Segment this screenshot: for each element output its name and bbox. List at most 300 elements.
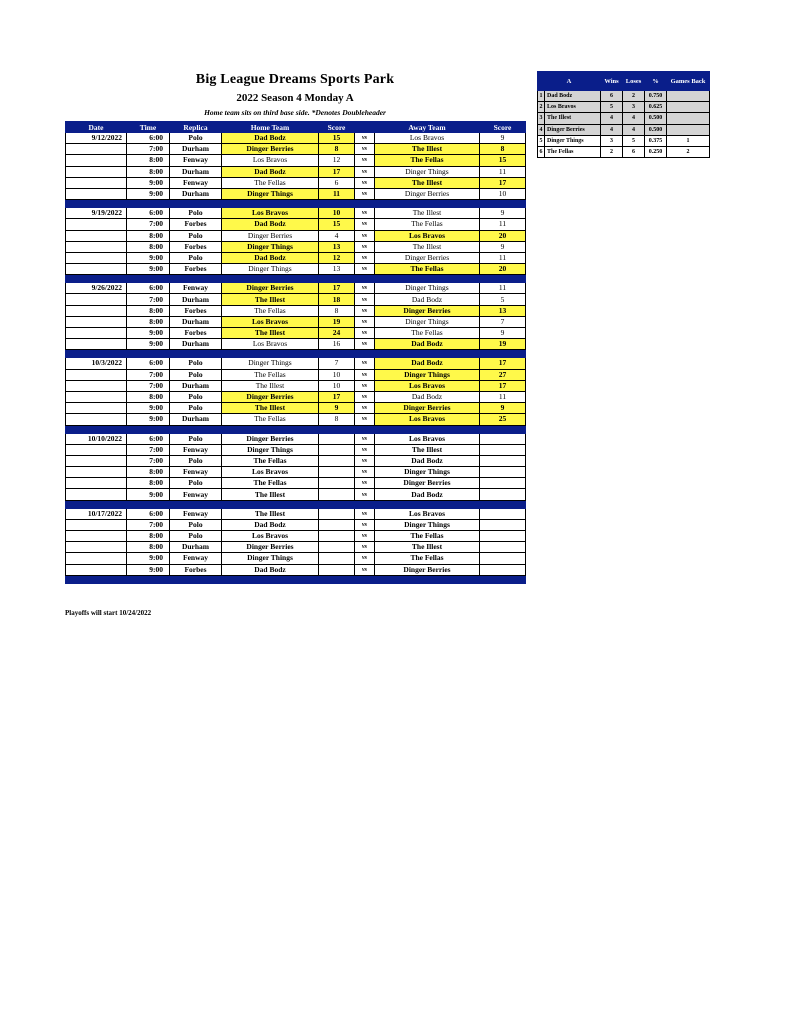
standings-header-pct: % [645,72,667,91]
game-time: 6:00 [127,433,170,444]
away-score [480,489,526,500]
game-field: Forbes [170,264,222,275]
game-field: Forbes [170,305,222,316]
game-date [66,155,127,166]
standings-games-back: 1 [667,135,710,146]
game-time: 8:00 [127,230,170,241]
game-date [66,230,127,241]
away-score: 13 [480,305,526,316]
vs-label: vs [355,316,375,327]
game-date [66,519,127,530]
schedule-header-row [66,122,526,133]
game-field: Forbes [170,241,222,252]
game-field: Polo [170,455,222,466]
home-team: The Fellas [222,177,319,188]
home-team: The Fellas [222,455,319,466]
standings-loses: 5 [623,135,645,146]
game-date [66,455,127,466]
away-team: Dinger Berries [375,564,480,575]
away-team: The Illest [375,177,480,188]
away-team: Dinger Berries [375,403,480,414]
away-team: Los Bravos [375,508,480,519]
home-score [319,531,355,542]
game-date [66,478,127,489]
home-score: 17 [319,391,355,402]
vs-label: vs [355,414,375,425]
standings-pct: 0.250 [645,146,667,157]
standings-games-back [667,102,710,113]
game-row [66,177,526,188]
standings-row [538,102,710,113]
away-score: 11 [480,219,526,230]
game-row [66,219,526,230]
away-team: The Illest [375,144,480,155]
home-team: Dinger Berries [222,230,319,241]
game-field: Fenway [170,489,222,500]
away-team: Dinger Things [375,369,480,380]
game-date [66,531,127,542]
home-score: 15 [319,219,355,230]
vs-label: vs [355,219,375,230]
game-field: Durham [170,188,222,199]
game-date [66,444,127,455]
away-team: The Fellas [375,328,480,339]
home-score [319,519,355,530]
home-team: Los Bravos [222,155,319,166]
away-team: Dinger Things [375,316,480,327]
game-row [66,133,526,144]
vs-label: vs [355,380,375,391]
game-date: 9/19/2022 [66,208,127,219]
game-time: 6:00 [127,133,170,144]
standings-header-division: A [538,72,601,91]
standings-rank: 3 [538,113,545,124]
game-time: 8:00 [127,531,170,542]
header-date: Date [66,122,127,133]
away-score: 17 [480,358,526,369]
vs-label: vs [355,433,375,444]
game-row [66,339,526,350]
game-date [66,403,127,414]
game-row [66,564,526,575]
game-field: Polo [170,433,222,444]
game-field: Durham [170,542,222,553]
standings-games-back: 2 [667,146,710,157]
game-time: 8:00 [127,467,170,478]
away-score: 11 [480,166,526,177]
schedule-table [65,121,526,584]
standings-team: Dinger Berries [545,124,601,135]
game-row [66,455,526,466]
game-date [66,241,127,252]
away-score: 17 [480,177,526,188]
game-date [66,553,127,564]
home-team: Dinger Berries [222,542,319,553]
vs-label: vs [355,305,375,316]
away-team: Dad Bodz [375,339,480,350]
home-score: 11 [319,188,355,199]
game-row [66,519,526,530]
home-score: 4 [319,230,355,241]
standings-wins: 5 [601,102,623,113]
game-field: Durham [170,144,222,155]
home-score: 8 [319,305,355,316]
home-score: 10 [319,208,355,219]
game-row [66,283,526,294]
away-score [480,455,526,466]
home-team: Dinger Things [222,188,319,199]
vs-label: vs [355,339,375,350]
away-score: 9 [480,403,526,414]
game-row [66,264,526,275]
standings-rank: 2 [538,102,545,113]
game-field: Fenway [170,177,222,188]
away-score: 19 [480,339,526,350]
game-field: Forbes [170,219,222,230]
away-score [480,478,526,489]
game-date [66,564,127,575]
away-team: Los Bravos [375,230,480,241]
home-team: Los Bravos [222,339,319,350]
game-row [66,166,526,177]
away-team: The Fellas [375,219,480,230]
vs-label: vs [355,455,375,466]
game-row [66,531,526,542]
game-row [66,144,526,155]
home-score: 7 [319,358,355,369]
game-field: Fenway [170,467,222,478]
away-team: Los Bravos [375,133,480,144]
home-score: 9 [319,403,355,414]
away-team: The Fellas [375,531,480,542]
game-row [66,433,526,444]
standings-team: Dad Bodz [545,91,601,102]
standings-games-back [667,113,710,124]
game-time: 9:00 [127,553,170,564]
away-team: Dad Bodz [375,358,480,369]
game-time: 6:00 [127,358,170,369]
game-row [66,328,526,339]
game-row [66,188,526,199]
home-score: 12 [319,252,355,263]
home-team: Dinger Things [222,553,319,564]
home-team-note: Home team sits on third base side. *Denotes Doubleheader [204,108,386,117]
vs-label: vs [355,230,375,241]
away-score: 15 [480,155,526,166]
game-field: Polo [170,369,222,380]
home-team: Dad Bodz [222,252,319,263]
vs-label: vs [355,188,375,199]
home-score: 8 [319,144,355,155]
home-score: 18 [319,294,355,305]
game-field: Polo [170,519,222,530]
game-field: Polo [170,358,222,369]
game-date [66,328,127,339]
away-score: 11 [480,391,526,402]
game-field: Polo [170,391,222,402]
home-score [319,455,355,466]
standings-wins: 2 [601,146,623,157]
standings-pct: 0.375 [645,135,667,146]
home-score: 12 [319,155,355,166]
game-date [66,339,127,350]
game-field: Durham [170,166,222,177]
vs-label: vs [355,283,375,294]
game-time: 8:00 [127,316,170,327]
away-score [480,542,526,553]
game-time: 9:00 [127,264,170,275]
header-home-score: Score [319,122,355,133]
game-field: Durham [170,380,222,391]
away-team: Dad Bodz [375,294,480,305]
game-time: 9:00 [127,564,170,575]
home-team: Los Bravos [222,467,319,478]
game-row [66,369,526,380]
standings-team: Dinger Things [545,135,601,146]
away-team: The Fellas [375,553,480,564]
home-team: Dinger Things [222,241,319,252]
home-team: The Illest [222,508,319,519]
week-separator-bar [66,425,526,433]
home-team: Dinger Things [222,444,319,455]
game-row [66,380,526,391]
vs-label: vs [355,444,375,455]
vs-label: vs [355,564,375,575]
week-separator-bar [66,350,526,358]
game-date [66,252,127,263]
standings-pct: 0.625 [645,102,667,113]
away-score [480,433,526,444]
week-separator-bar [66,200,526,208]
week-separator-bar [66,575,526,583]
home-score: 16 [319,339,355,350]
header-time: Time [127,122,170,133]
home-score [319,553,355,564]
vs-label: vs [355,519,375,530]
away-score [480,508,526,519]
away-score [480,553,526,564]
game-time: 7:00 [127,380,170,391]
header-replica: Replica [170,122,222,133]
game-time: 7:00 [127,455,170,466]
game-row [66,252,526,263]
game-field: Polo [170,230,222,241]
game-time: 7:00 [127,144,170,155]
standings-header-row [538,72,710,91]
game-field: Forbes [170,328,222,339]
home-team: The Fellas [222,478,319,489]
game-date [66,294,127,305]
home-score [319,444,355,455]
away-team: Dinger Berries [375,188,480,199]
standings-loses: 2 [623,91,645,102]
home-team: Dinger Things [222,358,319,369]
vs-label: vs [355,358,375,369]
standings-rank: 6 [538,146,545,157]
game-time: 9:00 [127,489,170,500]
standings-row [538,124,710,135]
home-team: The Illest [222,380,319,391]
game-time: 9:00 [127,403,170,414]
vs-label: vs [355,369,375,380]
game-field: Forbes [170,564,222,575]
game-time: 9:00 [127,414,170,425]
away-score: 9 [480,328,526,339]
standings-header-games-back: Games Back [667,72,710,91]
away-team: Dinger Berries [375,252,480,263]
game-date [66,467,127,478]
away-score: 5 [480,294,526,305]
home-score [319,478,355,489]
away-score: 20 [480,230,526,241]
game-field: Fenway [170,553,222,564]
home-score [319,564,355,575]
game-time: 7:00 [127,444,170,455]
page-title: Big League Dreams Sports Park [195,72,395,87]
game-time: 8:00 [127,478,170,489]
home-team: The Fellas [222,369,319,380]
standings-rank: 5 [538,135,545,146]
game-time: 6:00 [127,283,170,294]
standings-pct: 0.500 [645,124,667,135]
game-time: 8:00 [127,391,170,402]
game-row [66,478,526,489]
away-team: The Fellas [375,264,480,275]
home-score: 19 [319,316,355,327]
vs-label: vs [355,241,375,252]
game-time: 8:00 [127,542,170,553]
game-time: 9:00 [127,252,170,263]
game-field: Fenway [170,508,222,519]
home-team: The Illest [222,328,319,339]
away-score: 27 [480,369,526,380]
vs-label: vs [355,478,375,489]
game-field: Durham [170,294,222,305]
vs-label: vs [355,391,375,402]
game-date [66,305,127,316]
playoffs-note: Playoffs will start 10/24/2022 [65,609,152,617]
away-score: 9 [480,241,526,252]
game-field: Polo [170,252,222,263]
vs-label: vs [355,403,375,414]
standings-header-loses: Loses [623,72,645,91]
home-team: Dinger Berries [222,391,319,402]
standings-pct: 0.750 [645,91,667,102]
away-team: Dinger Berries [375,305,480,316]
home-team: Los Bravos [222,316,319,327]
home-team: Dinger Berries [222,433,319,444]
away-team: Dinger Things [375,467,480,478]
game-time: 7:00 [127,519,170,530]
away-team: Dinger Berries [375,478,480,489]
away-team: Dad Bodz [375,489,480,500]
game-date: 10/17/2022 [66,508,127,519]
game-row [66,241,526,252]
away-team: Dad Bodz [375,391,480,402]
away-score: 9 [480,133,526,144]
vs-label: vs [355,133,375,144]
vs-label: vs [355,208,375,219]
home-score: 15 [319,133,355,144]
standings-team: The Fellas [545,146,601,157]
standings-games-back [667,91,710,102]
game-field: Polo [170,208,222,219]
game-date [66,542,127,553]
game-date [66,166,127,177]
game-date: 10/10/2022 [66,433,127,444]
home-score: 10 [319,380,355,391]
game-row [66,467,526,478]
game-time: 9:00 [127,328,170,339]
week-separator [66,200,526,208]
away-team: The Illest [375,208,480,219]
page-subtitle: 2022 Season 4 Monday A [236,92,354,104]
game-row [66,391,526,402]
game-time: 7:00 [127,369,170,380]
standings-pct: 0.500 [645,113,667,124]
game-field: Fenway [170,444,222,455]
week-separator [66,275,526,283]
home-team: Dinger Berries [222,144,319,155]
vs-label: vs [355,252,375,263]
home-score: 6 [319,177,355,188]
home-score [319,467,355,478]
away-score: 7 [480,316,526,327]
home-team: Los Bravos [222,208,319,219]
away-score: 11 [480,283,526,294]
game-field: Polo [170,531,222,542]
standings-header-wins: Wins [601,72,623,91]
game-field: Fenway [170,155,222,166]
away-score [480,564,526,575]
game-date [66,177,127,188]
home-team: Dad Bodz [222,519,319,530]
game-field: Fenway [170,283,222,294]
away-score: 9 [480,208,526,219]
standings-rank: 4 [538,124,545,135]
game-field: Polo [170,133,222,144]
game-date: 9/26/2022 [66,283,127,294]
standings-row [538,113,710,124]
game-row [66,305,526,316]
game-row [66,403,526,414]
game-row [66,414,526,425]
away-score: 20 [480,264,526,275]
away-team: Dinger Things [375,283,480,294]
away-team: Dinger Things [375,519,480,530]
game-date [66,188,127,199]
game-date [66,144,127,155]
game-row [66,358,526,369]
home-team: The Illest [222,294,319,305]
away-score: 25 [480,414,526,425]
away-team: Dad Bodz [375,455,480,466]
home-score: 17 [319,283,355,294]
game-date [66,264,127,275]
game-date [66,391,127,402]
home-score [319,489,355,500]
away-score [480,444,526,455]
home-score: 10 [319,369,355,380]
standings-wins: 6 [601,91,623,102]
game-date [66,380,127,391]
standings-loses: 4 [623,124,645,135]
away-team: The Illest [375,241,480,252]
game-time: 9:00 [127,177,170,188]
away-team: Dinger Things [375,166,480,177]
game-field: Polo [170,478,222,489]
game-date [66,316,127,327]
